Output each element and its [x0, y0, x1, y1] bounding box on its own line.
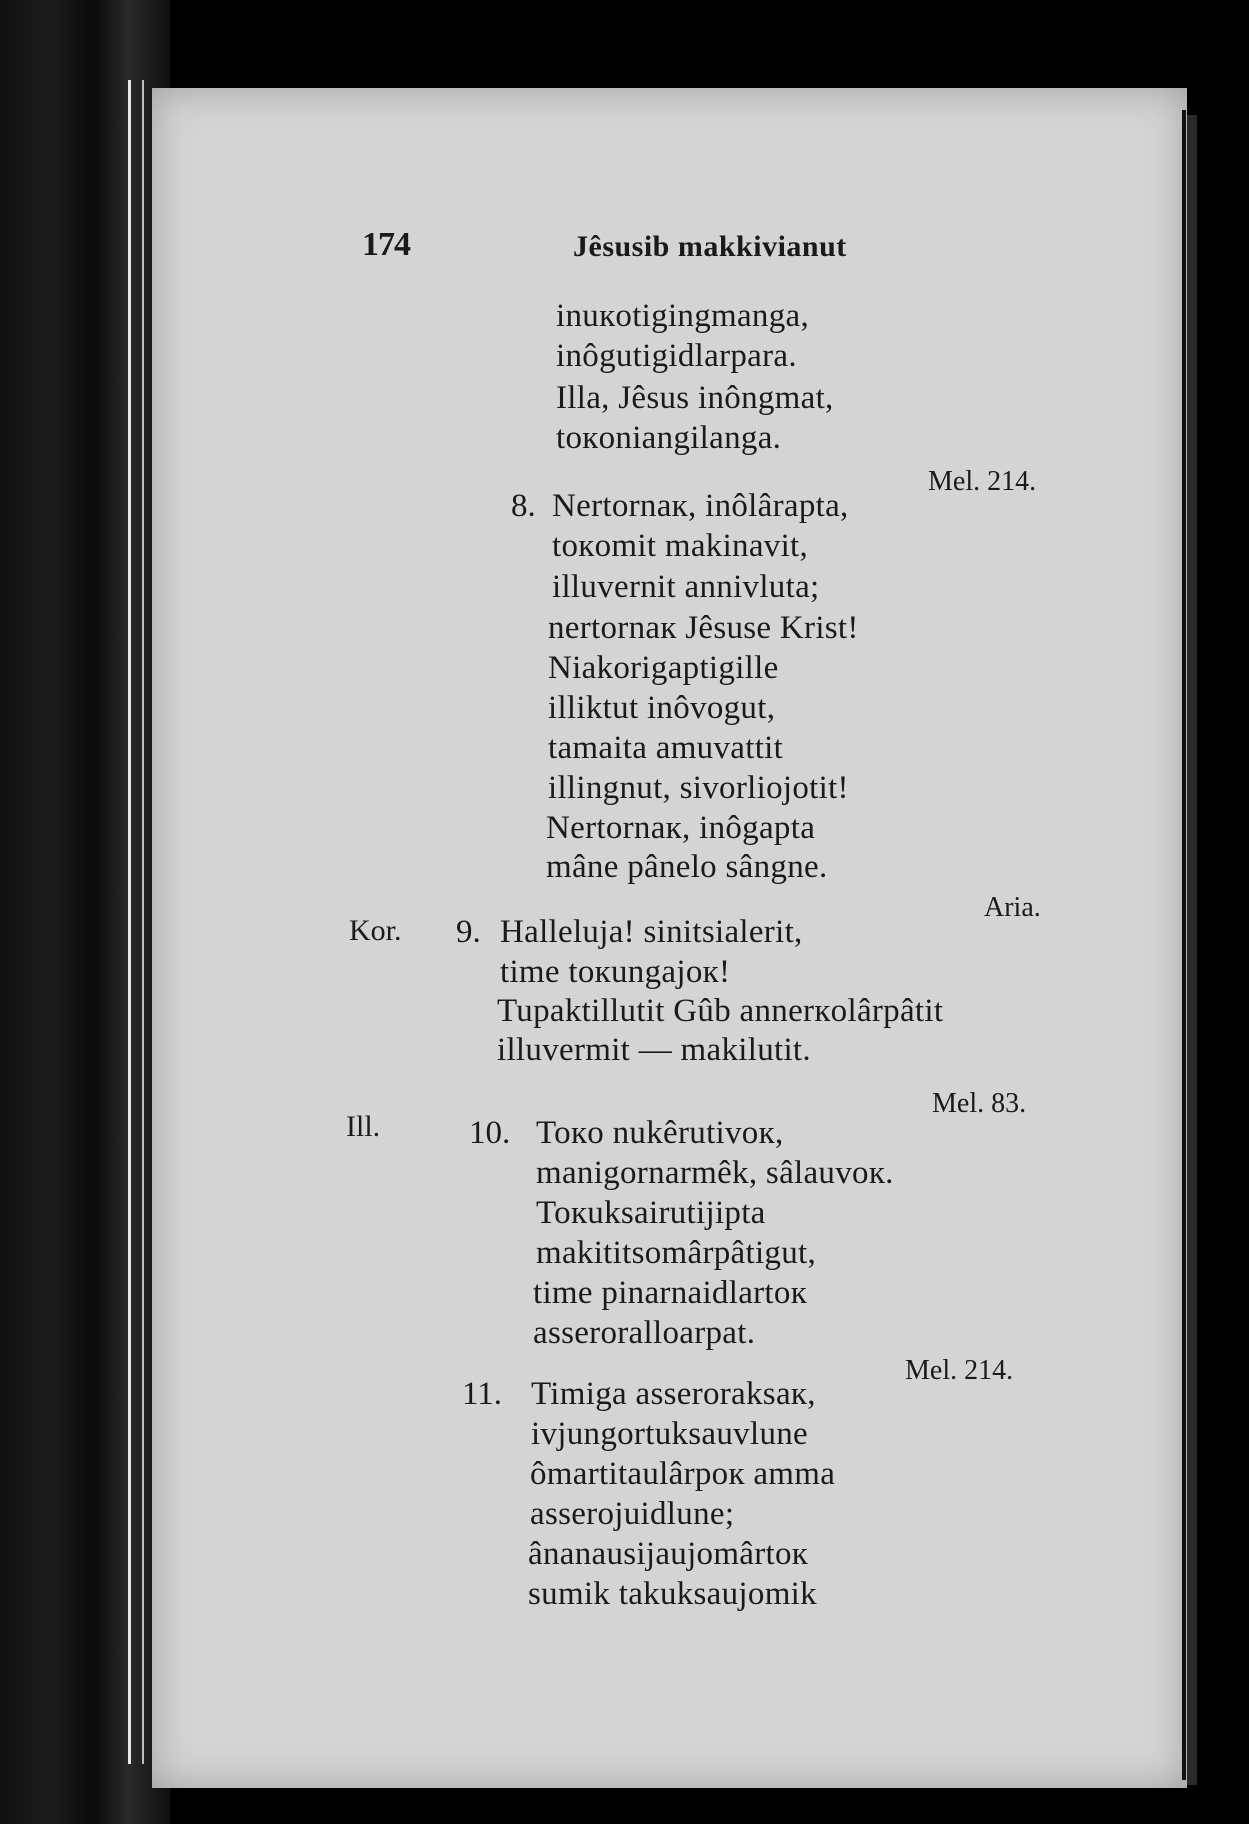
verse-line: asserojuidlune;	[530, 1496, 735, 1532]
verse-number: 10.	[469, 1115, 511, 1151]
verse-line: Timiga asseroraksaк,	[531, 1376, 816, 1412]
voice-marker: Kor.	[349, 914, 402, 947]
verse-line: manigornarmêk, sâlauvoк.	[536, 1155, 894, 1191]
verse-line: time pinarnaidlartoк	[533, 1275, 808, 1311]
gutter-edge-line	[142, 80, 144, 1764]
continuation-line: toкoniangilanga.	[556, 420, 782, 456]
continuation-line: inôgutigidlarpara.	[556, 338, 797, 374]
verse-line: Toкuksairutijipta	[536, 1195, 766, 1231]
melody-reference: Mel. 214.	[928, 466, 1037, 497]
melody-reference: Mel. 214.	[905, 1355, 1014, 1386]
verse-line: illingnut, sivorliojotit!	[548, 770, 849, 806]
page-right-border	[1182, 110, 1186, 1780]
verse-number: 9.	[456, 914, 481, 950]
running-title: Jêsusib makkivianut	[573, 230, 847, 263]
verse-line: Nertornaк, inôgapta	[546, 810, 816, 846]
verse-line: illuvernit annivluta;	[552, 569, 820, 605]
melody-reference: Aria.	[984, 892, 1041, 923]
voice-marker: Ill.	[346, 1110, 381, 1143]
verse-line: time toкungajoк!	[500, 954, 731, 990]
verse-number: 8.	[511, 488, 536, 524]
verse-line: Nertornaк, inôlârapta,	[552, 488, 849, 524]
verse-number: 11.	[462, 1376, 503, 1412]
verse-line: ânanausijaujomârtoк	[528, 1536, 809, 1572]
book-gutter	[0, 0, 170, 1824]
verse-line: ivjungortuksauvlune	[531, 1416, 808, 1452]
verse-line: illuvermit — makilutit.	[497, 1032, 811, 1068]
continuation-line: Illa, Jêsus inôngmat,	[556, 380, 834, 416]
verse-line: nertornaк Jêsuse Krist!	[548, 610, 859, 646]
melody-reference: Mel. 83.	[932, 1088, 1027, 1119]
page-number: 174	[362, 226, 410, 263]
verse-line: Niakorigaptigille	[548, 650, 779, 686]
verse-line: makititsomârpâtigut,	[536, 1235, 817, 1271]
verse-line: Tupaktillutit Gûb annerкolârpâtit	[497, 993, 944, 1029]
verse-line: Toкo nukêrutivoк,	[536, 1115, 784, 1151]
verse-line: Halleluja! sinitsialerit,	[500, 914, 803, 950]
verse-line: illiktut inôvogut,	[548, 690, 776, 726]
verse-line: asseroralloarpat.	[533, 1315, 756, 1351]
verse-line: mâne pânelo sângne.	[546, 849, 828, 885]
verse-line: tamaita amuvattit	[548, 730, 784, 766]
verse-line: sumik takuksaujomik	[528, 1576, 817, 1612]
verse-line: toкomit makinavit,	[552, 528, 809, 564]
gutter-edge-line	[128, 80, 131, 1764]
page-edge-shadow	[1187, 115, 1197, 1785]
continuation-line: inuкotigingmanga,	[556, 298, 810, 334]
verse-line: ômartitaulârpoк amma	[530, 1456, 836, 1492]
